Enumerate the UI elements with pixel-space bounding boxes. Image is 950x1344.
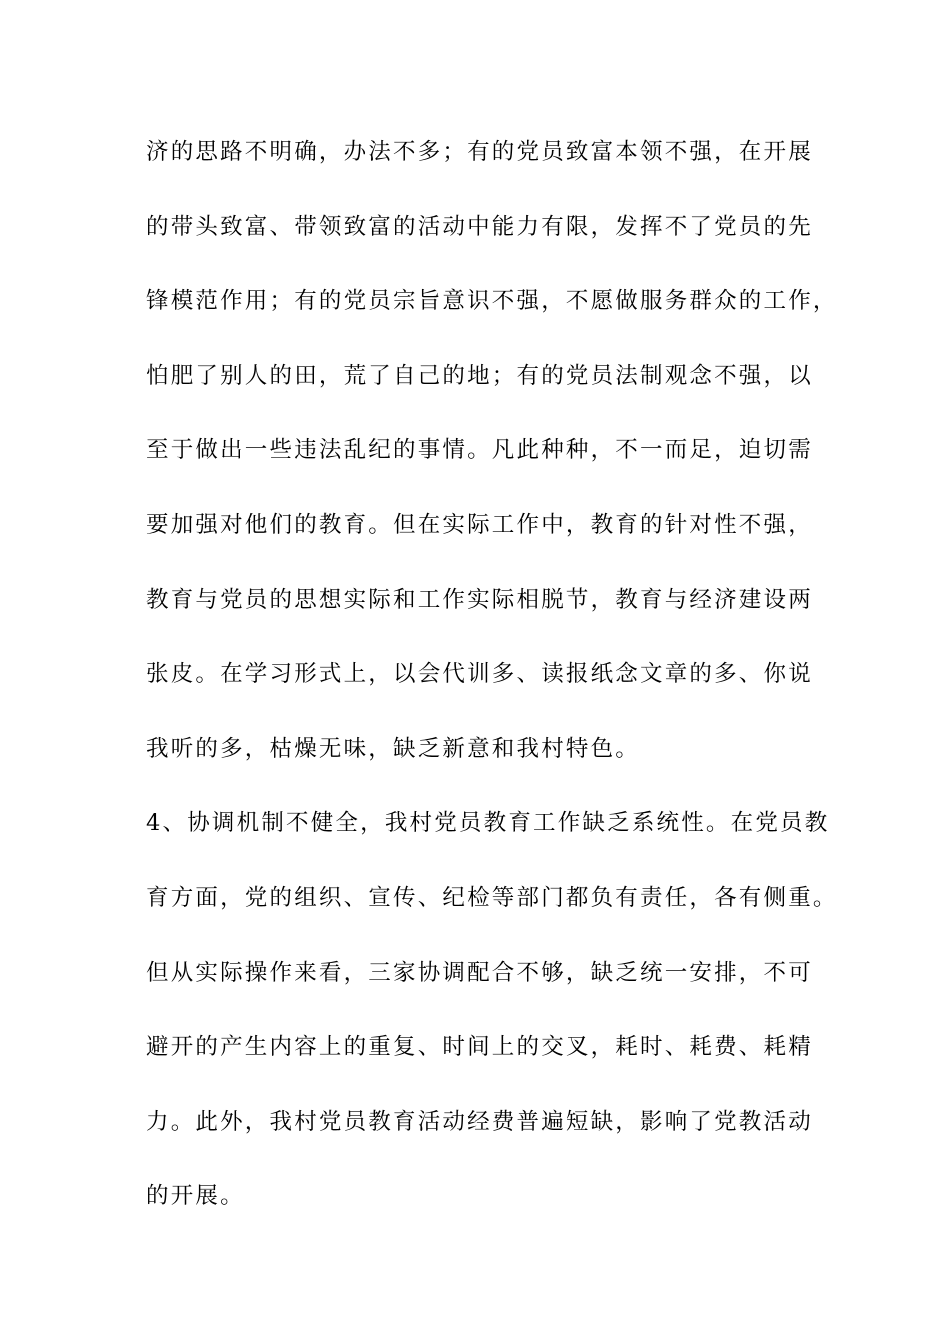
text-line: 我听的多，枯燥无味，缺乏新意和我村特色。 <box>146 735 641 762</box>
body-text <box>146 130 838 1249</box>
text-line: 育方面，党的组织、宣传、纪检等部门都负有责任，各有侧重。 <box>146 884 838 911</box>
text-line: 4、协调机制不健全，我村党员教育工作缺乏系统性。在党员教 <box>146 810 830 837</box>
text-line: 要加强对他们的教育。但在实际工作中，教育的针对性不强， <box>146 511 813 538</box>
text-line: 避开的产生内容上的重复、时间上的交叉，耗时、耗费、耗精 <box>146 1034 813 1061</box>
text-line: 张皮。在学习形式上，以会代训多、读报纸念文章的多、你说 <box>146 661 813 688</box>
text-line: 的带头致富、带领致富的活动中能力有限，发挥不了党员的先 <box>146 213 813 240</box>
text-line: 济的思路不明确，办法不多；有的党员致富本领不强，在开展 <box>146 139 813 165</box>
text-line: 力。此外，我村党员教育活动经费普遍短缺，影响了党教活动 <box>146 1108 813 1135</box>
text-line: 教育与党员的思想实际和工作实际相脱节，教育与经济建设两 <box>146 586 813 613</box>
text-line: 但从实际操作来看，三家协调配合不够，缺乏统一安排，不可 <box>146 959 813 986</box>
text-line: 怕肥了别人的田，荒了自己的地；有的党员法制观念不强，以 <box>146 362 813 389</box>
text-line: 至于做出一些违法乱纪的事情。凡此种种，不一而足，迫切需 <box>146 437 813 464</box>
text-line: 锋模范作用；有的党员宗旨意识不强，不愿做服务群众的工作， <box>146 288 838 315</box>
text-line: 的开展。 <box>146 1183 245 1210</box>
